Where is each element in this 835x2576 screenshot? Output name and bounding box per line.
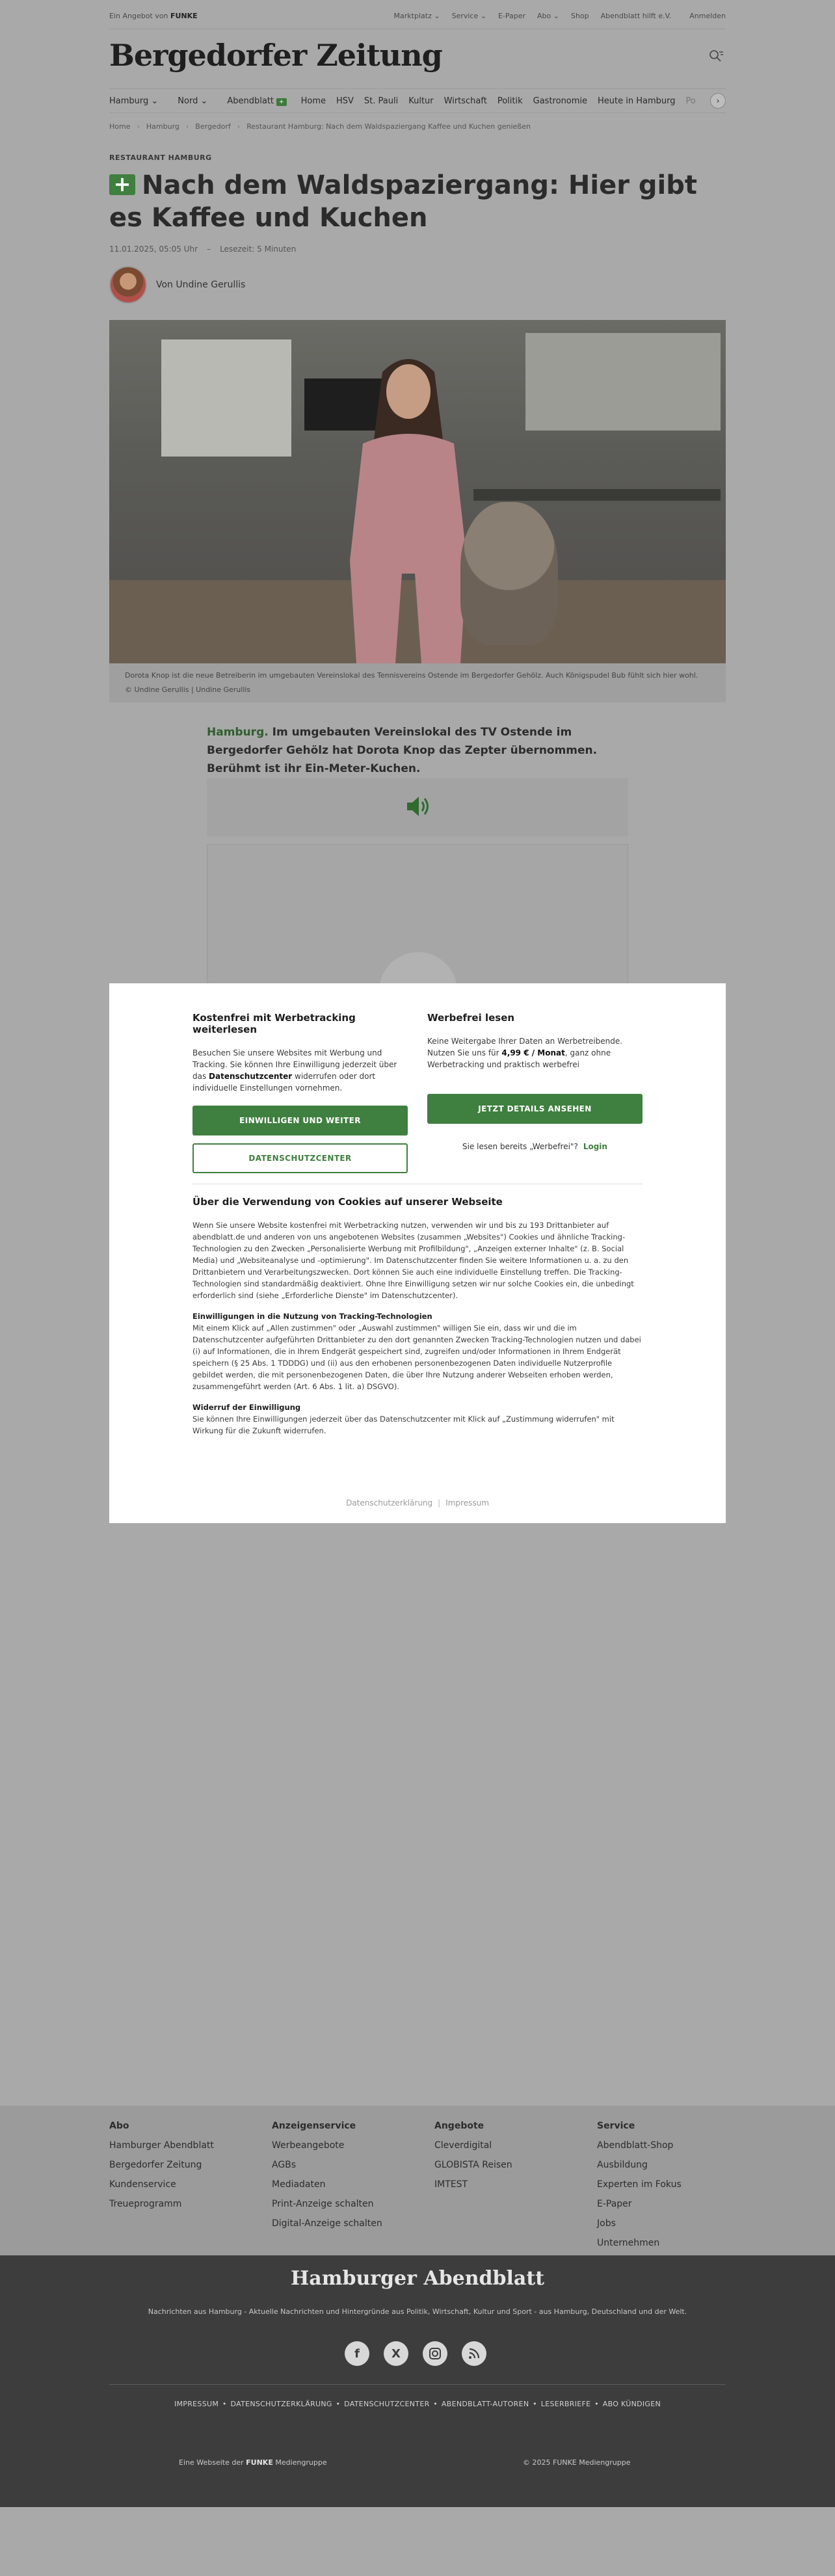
meta-separator: – xyxy=(207,245,211,254)
caption-credit: © Undine Gerullis | Undine Gerullis xyxy=(125,685,251,694)
footer-link[interactable]: Treueprogramm xyxy=(109,2199,182,2209)
consent-footer xyxy=(109,1498,726,1507)
nav-item-home[interactable]: Home xyxy=(300,96,326,106)
paywall-placeholder xyxy=(207,844,628,987)
footer-link[interactable]: Print-Anzeige schalten xyxy=(272,2199,374,2209)
cookie-info-subheading: Widerruf der Einwilligung xyxy=(192,1403,301,1412)
search-icon[interactable] xyxy=(706,47,726,66)
consent-option-tracking xyxy=(192,1012,408,1173)
instagram-icon[interactable] xyxy=(423,2341,447,2366)
top-link-epaper[interactable]: E-Paper xyxy=(497,12,526,20)
already-subscribed-text: Sie lesen bereits „Werbefrei"? xyxy=(462,1142,578,1151)
group-suffix: Mediengruppe xyxy=(275,2458,327,2467)
breadcrumb-hamburg[interactable]: Hamburg xyxy=(146,122,179,131)
author-prefix: Von xyxy=(156,280,173,290)
nav-item-hsv[interactable]: HSV xyxy=(336,96,354,106)
nav-item-truncated[interactable]: Po xyxy=(685,96,696,106)
footer-link-datenschutzcenter[interactable]: DATENSCHUTZCENTER xyxy=(344,2400,430,2408)
footer-link[interactable]: Kundenservice xyxy=(109,2179,176,2190)
footer-link[interactable]: Jobs xyxy=(597,2218,616,2229)
footer-link[interactable]: AGBs xyxy=(272,2160,297,2170)
top-link-service[interactable]: Service ⌄ xyxy=(451,12,486,20)
main-nav xyxy=(109,88,726,113)
accept-button[interactable]: EINWILLIGEN UND WEITER xyxy=(192,1106,408,1135)
footer-column-title: Anzeigenservice xyxy=(272,2121,356,2131)
offer-prefix: Ein Angebot von xyxy=(109,12,168,20)
breadcrumb-current: Restaurant Hamburg: Nach dem Waldspaziergang Kaffee und Kuchen genießen xyxy=(246,122,531,131)
offer-text xyxy=(109,12,198,20)
article-meta xyxy=(109,245,726,254)
footer-link-datenschutzerklaerung[interactable]: DATENSCHUTZERKLÄRUNG xyxy=(230,2400,332,2408)
speaker-icon[interactable] xyxy=(402,791,433,822)
publish-date: 11.01.2025, 05:05 Uhr xyxy=(109,245,198,254)
footer-tagline: Nachrichten aus Hamburg - Aktuelle Nachrichten und Hintergründe aus Politik, Wirtschaft, Kultur und Sport - aus Hamburg, Deutschland und der Welt. xyxy=(148,2307,687,2316)
adfree-option-text xyxy=(427,1035,643,1086)
footer-link-impressum[interactable]: IMPRESSUM xyxy=(174,2400,219,2408)
top-link-marktplatz[interactable]: Marktplatz ⌄ xyxy=(393,12,440,20)
reading-time: Lesezeit: 5 Minuten xyxy=(220,245,297,254)
social-links xyxy=(345,2341,486,2366)
footer-link[interactable]: Ausbildung xyxy=(597,2160,648,2170)
cookie-info-paragraph: Wenn Sie unsere Website kostenfrei mit Werbetracking nutzen, verwenden wir und bis zu 193 Drittanbieter auf abendblatt.de und anderen von uns angebotenen Websites (zusammen „Websites") Cookies und ähnliche Tracking-Technologien zu den Zwecken „Personalisierte Werbung mit Profilbildung", „Anzeigen externer Inhalte" (z. B. Social Media) und „Websiteanalyse und -optimierung". Im Datenschutzcenter finden Sie weitere Informationen u. a. zu den Drittanbietern und Verarbeitungszwecken. Dort können Sie auch eine individuelle Einstellung treffen. Die Tracking-Technologien sind standardmäßig deaktiviert. Ohne Ihre Einwilligung setzen wir nur solche Cookies ein, die unbedingt erforderlich sind (siehe „Erforderliche Dienste" im Datenschutzcenter). xyxy=(192,1221,634,1300)
already-subscribed xyxy=(427,1132,643,1162)
adfree-text-part: Keine Weitergabe Ihrer Daten an Werbetreibende. Nutzen Sie uns für xyxy=(427,1037,623,1057)
consent-privacy-link[interactable]: Datenschutzerklärung xyxy=(346,1498,433,1507)
footer-dark xyxy=(0,2255,835,2507)
footer-link[interactable]: IMTEST xyxy=(434,2179,468,2190)
tracking-option-text xyxy=(192,1047,408,1098)
consent-option-adfree xyxy=(427,1012,643,1173)
footer-link-abo-kuendigen[interactable]: ABO KÜNDIGEN xyxy=(602,2400,661,2408)
plus-badge: + xyxy=(276,98,287,106)
consent-modal xyxy=(109,983,726,1523)
tracking-text-part: Besuchen Sie unsere Websites mit Werbung und Tracking. Sie können Ihre Einwilligung jederzeit über das xyxy=(192,1048,397,1081)
consent-login-link[interactable]: Login xyxy=(583,1142,607,1151)
top-link-abendblatt-hilft[interactable]: Abendblatt hilft e.V. xyxy=(600,12,672,20)
footer-link[interactable]: GLOBISTA Reisen xyxy=(434,2160,512,2170)
image-window xyxy=(525,333,721,431)
breadcrumb-home[interactable]: Home xyxy=(109,122,131,131)
consent-imprint-link[interactable]: Impressum xyxy=(445,1498,489,1507)
rss-icon[interactable] xyxy=(462,2341,486,2366)
footer-link[interactable]: Digital-Anzeige schalten xyxy=(272,2218,382,2229)
breadcrumb-separator: › xyxy=(185,122,189,131)
group-prefix: Eine Webseite der xyxy=(179,2458,244,2467)
footer-divider xyxy=(109,2384,726,2385)
author-name[interactable]: Undine Gerullis xyxy=(176,280,246,290)
breadcrumb-bergedorf[interactable]: Bergedorf xyxy=(195,122,231,131)
footer-link[interactable]: E-Paper xyxy=(597,2199,632,2209)
adfree-price: 4,99 € / Monat xyxy=(501,1048,565,1057)
tracking-option-title: Kostenfrei mit Werbetracking weiterlesen xyxy=(192,1012,356,1035)
footer-link[interactable]: Experten im Fokus xyxy=(597,2179,682,2190)
headline-text: Nach dem Waldspaziergang: Hier gibt es Kaffee und Kuchen xyxy=(109,170,697,233)
footer-link[interactable]: Unternehmen xyxy=(597,2238,660,2248)
footer-link[interactable]: Cleverdigital xyxy=(434,2140,492,2151)
masthead xyxy=(109,34,726,86)
footer-link-leserbriefe[interactable]: LESERBRIEFE xyxy=(540,2400,591,2408)
footer-column-abo xyxy=(109,2118,214,2214)
subscribe-details-button[interactable]: JETZT DETAILS ANSEHEN xyxy=(427,1094,643,1124)
lead-location: Hamburg. xyxy=(207,726,269,739)
consent-footer-separator: | xyxy=(438,1498,441,1507)
group-brand[interactable]: FUNKE xyxy=(246,2458,273,2467)
lead-text: Im umgebauten Vereinslokal des TV Ostende im Bergedorfer Gehölz hat Dorota Knop das Zepter übernommen. Berühmt ist ihr Ein-Meter-Kuchen. xyxy=(207,726,598,775)
nav-item-abendblatt[interactable] xyxy=(227,96,297,106)
image-window xyxy=(161,339,291,457)
footer-link[interactable]: Werbeangebote xyxy=(272,2140,345,2151)
image-dog xyxy=(460,502,558,645)
footer-column-title: Angebote xyxy=(434,2121,484,2131)
login-link[interactable]: Anmelden xyxy=(689,12,726,20)
privacy-center-link[interactable]: Datenschutzcenter xyxy=(209,1072,293,1081)
facebook-icon[interactable]: f xyxy=(345,2341,369,2366)
nav-scroll-right-icon[interactable]: › xyxy=(710,93,726,109)
footer-link-autoren[interactable]: ABENDBLATT-AUTOREN xyxy=(441,2400,529,2408)
cookie-info-paragraph: Mit einem Klick auf „Allen zustimmen" oder „Auswahl zustimmen" willigen Sie ein, dass wir und die im Datenschutzcenter aufgeführten Drittanbieter zu den dort genannten Zwecken Tracking-Technologien nutzen und dabei (i) auf Informationen, die in Ihrem Endgerät gespeichert sind, zugreifen und/oder Informationen in Ihrem Endgerät speichern (§ 25 Abs. 1 TDDDG) und (ii) aus den erhobenen personenbezogenen Daten individuelle Nutzerprofile gebildet werden, die mit personenbezogenen Daten, die über Ihre Nutzung anderer Webseiten erhoben werden, zusammengeführt werden (Art. 6 Abs. 1 lit. a) DSGVO). xyxy=(192,1323,641,1391)
consent-options xyxy=(192,1012,643,1173)
plus-badge-icon: + xyxy=(109,174,135,195)
breadcrumb xyxy=(109,122,726,131)
image-caption xyxy=(109,663,726,702)
x-icon[interactable]: X xyxy=(384,2341,408,2366)
footer-link[interactable]: Hamburger Abendblatt xyxy=(109,2140,214,2151)
audio-player xyxy=(207,778,628,836)
caption-text: Dorota Knop ist die neue Betreiberin im umgebauten Vereinslokal des Tennisvereins Ostende im Bergedorfer Gehölz. Auch Königspudel Bub fühlt sich hier wohl. xyxy=(125,671,698,680)
top-link-shop[interactable]: Shop xyxy=(570,12,589,20)
nav-item-abendblatt-label: Abendblatt xyxy=(227,96,274,106)
hero-image[interactable] xyxy=(109,320,726,663)
footer-column-angebote xyxy=(434,2118,512,2194)
footer-links-section xyxy=(0,2106,835,2255)
cookie-info-paragraph: Sie können Ihre Einwilligungen jederzeit über das Datenschutzcenter mit Klick auf „Zustimmung widerrufen" mit Wirkung für die Zukunft widerrufen. xyxy=(192,1414,615,1435)
group-line xyxy=(179,2458,327,2467)
cookie-info-title: Über die Verwendung von Cookies auf unserer Webseite xyxy=(192,1196,503,1208)
author-line xyxy=(109,265,726,304)
privacy-center-button[interactable]: DATENSCHUTZCENTER xyxy=(192,1143,408,1173)
footer-logo[interactable]: Hamburger Abendblatt xyxy=(290,2267,545,2290)
site-logo[interactable]: Bergedorfer Zeitung xyxy=(109,38,442,73)
footer-column-title: Service xyxy=(597,2121,635,2131)
tracking-text-part: widerrufen oder dort individuelle Einstellungen vornehmen. xyxy=(192,1072,376,1093)
nav-item-gastronomie[interactable]: Gastronomie xyxy=(533,96,588,106)
nav-item-wirtschaft[interactable]: Wirtschaft xyxy=(444,96,487,106)
copyright: © 2025 FUNKE Mediengruppe xyxy=(523,2458,631,2467)
nav-item-st-pauli[interactable]: St. Pauli xyxy=(364,96,399,106)
image-person xyxy=(337,346,480,663)
breadcrumb-separator: › xyxy=(237,122,241,131)
footer-link[interactable]: Bergedorfer Zeitung xyxy=(109,2160,202,2170)
top-link-abo[interactable]: Abo ⌄ xyxy=(537,12,559,20)
nav-item-nord[interactable]: Nord ⌄ xyxy=(178,96,208,106)
author-byline xyxy=(156,280,245,290)
breadcrumb-separator: › xyxy=(137,122,140,131)
nav-item-kultur[interactable]: Kultur xyxy=(408,96,434,106)
footer-link[interactable]: Mediadaten xyxy=(272,2179,326,2190)
footer-legal-links: IMPRESSUM • DATENSCHUTZERKLÄRUNG • DATENSCHUTZCENTER • ABENDBLATT-AUTOREN • LESERBRIEFE • ABO KÜNDIGEN xyxy=(174,2400,661,2408)
footer-column-anzeigenservice xyxy=(272,2118,382,2233)
nav-item-heute-in-hamburg[interactable]: Heute in Hamburg xyxy=(598,96,676,106)
cookie-info-subheading: Einwilligungen in die Nutzung von Tracking-Technologien xyxy=(192,1312,432,1321)
footer-column-title: Abo xyxy=(109,2121,129,2131)
top-links xyxy=(394,12,726,20)
article-headline xyxy=(109,169,726,234)
article-lead xyxy=(207,723,628,778)
funke-logo[interactable]: FUNKE xyxy=(170,12,198,20)
author-avatar[interactable] xyxy=(109,266,147,304)
adfree-text-part: , ganz ohne Werbetracking und praktisch werbefrei xyxy=(427,1048,611,1069)
top-bar xyxy=(109,0,726,34)
footer-link[interactable]: Abendblatt-Shop xyxy=(597,2140,674,2151)
nav-item-politik[interactable]: Politik xyxy=(497,96,523,106)
adfree-option-title: Werbefrei lesen xyxy=(427,1012,515,1024)
image-table xyxy=(473,489,721,501)
nav-item-hamburg[interactable]: Hamburg ⌄ xyxy=(109,96,159,106)
article-kicker: RESTAURANT HAMBURG xyxy=(109,153,212,162)
cookie-info xyxy=(192,1196,643,1437)
footer-column-service xyxy=(597,2118,682,2253)
